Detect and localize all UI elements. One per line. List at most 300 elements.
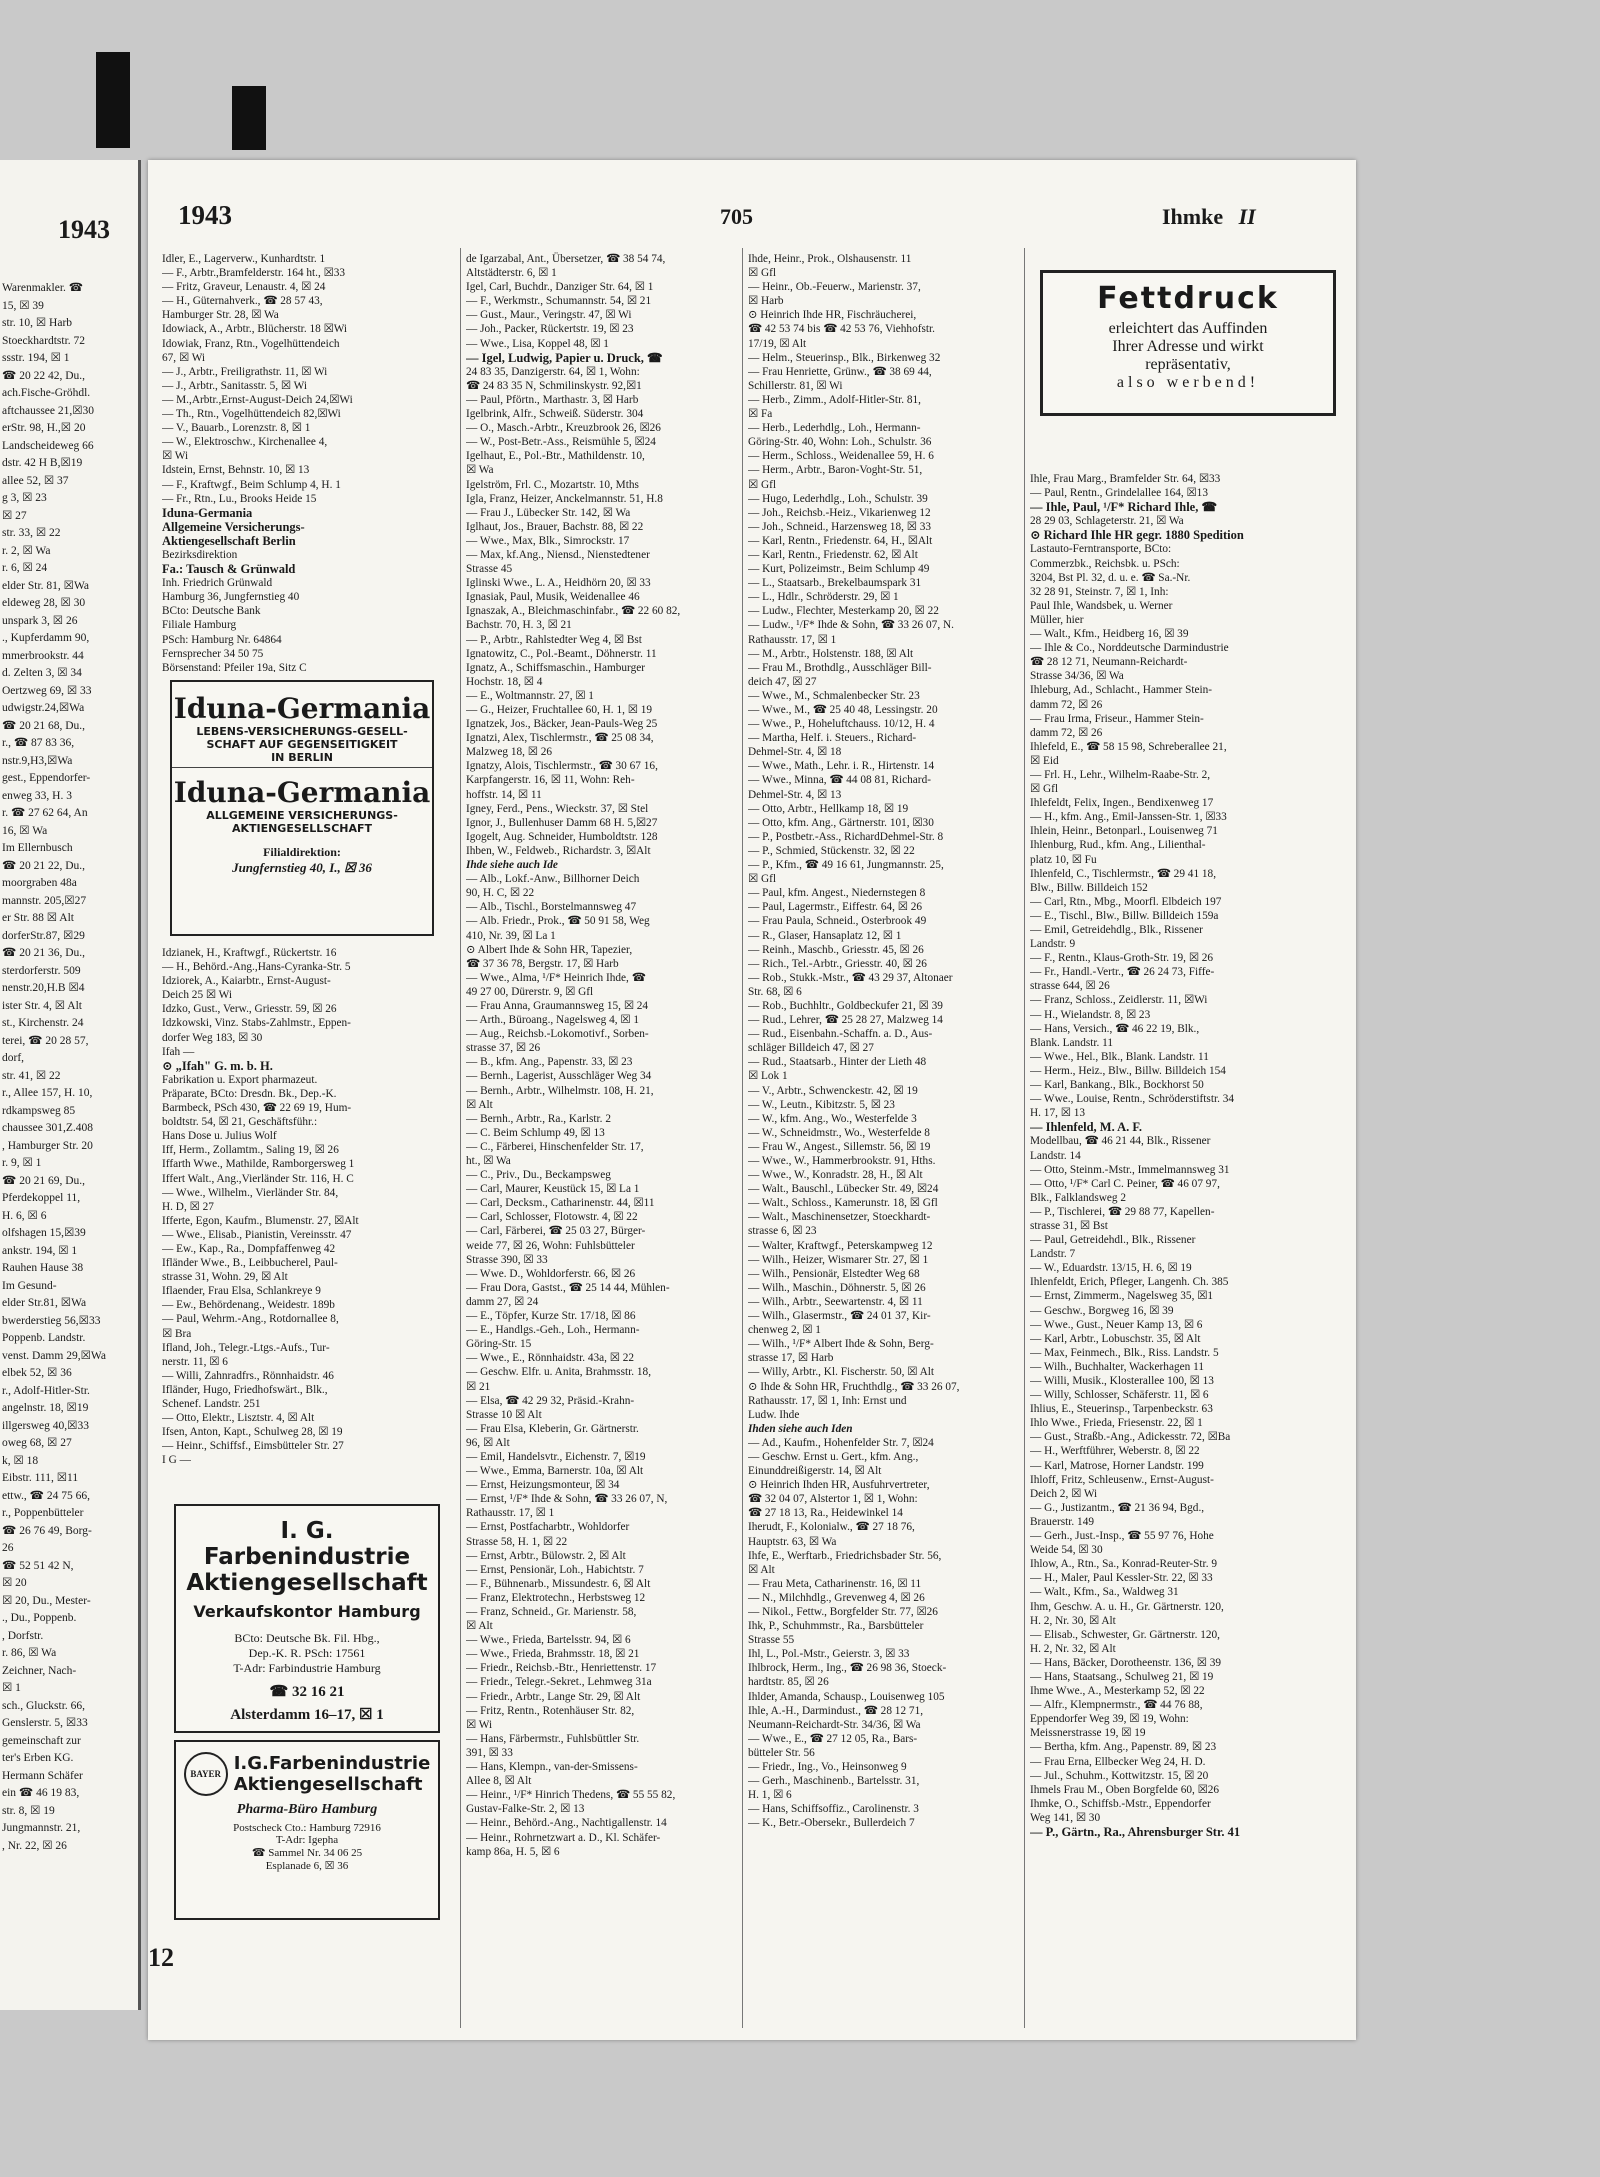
left-page-line: r. ☎ 27 62 64, An	[2, 807, 88, 819]
directory-entry: — Hans, Versich., ☎ 46 22 19, Blk.,	[1030, 1022, 1200, 1035]
page-footer-mark: 12	[148, 1943, 174, 1972]
directory-entry: ☒ Alt	[466, 1098, 493, 1111]
left-page-line: ☎ 26 76 49, Borg-	[2, 1524, 92, 1537]
directory-entry: — Frau Paula, Schneid., Osterbrook 49	[748, 915, 927, 928]
directory-entry: damm 27, ☒ 24	[466, 1295, 539, 1308]
directory-entry: — Frl. H., Lehr., Wilhelm-Raabe-Str. 2,	[1030, 768, 1211, 781]
directory-entry: ⊙ Albert Ihde & Sohn HR, Tapezier,	[466, 943, 633, 956]
left-page-line: Jungmannstr. 21,	[2, 1822, 81, 1834]
pharma-line: ☎ Sammel Nr. 34 06 25	[251, 1847, 363, 1859]
left-page-line: r. 2, ☒ Wa	[2, 544, 51, 557]
left-page-line: H. 6, ☒ 6	[2, 1209, 47, 1222]
directory-entry: Aktiengesellschaft Berlin	[162, 533, 296, 548]
directory-entry: — Wwe., Elisab., Pianistin, Vereinsstr. 47	[162, 1228, 352, 1241]
directory-entry: Ihfe, E., Werftarb., Friedrichsbader Str. 56,	[748, 1549, 942, 1562]
directory-entry: — C. Beim Schlump 49, ☒ 13	[466, 1126, 605, 1139]
directory-entry: Ihben, W., Feldweb., Richardstr. 3, ☒Alt	[466, 844, 651, 857]
directory-entry: ☒ Gfl	[748, 478, 777, 491]
left-page-line: ter's Erben KG.	[2, 1752, 74, 1764]
directory-entry: Dehmel-Str. 4, ☒ 18	[748, 746, 842, 759]
left-page-line: d. Zelten 3, ☒ 34	[2, 667, 82, 679]
directory-entry: Ihlein, Heinr., Betonparl., Louisenweg 71	[1030, 825, 1218, 838]
left-page-line: ankstr. 194, ☒ 1	[2, 1244, 78, 1257]
directory-entry: — Aug., Reichsb.-Lokomotivf., Sorben-	[466, 1028, 649, 1041]
directory-entry: — Wwe., Frieda, Bartelsstr. 94, ☒ 6	[466, 1634, 631, 1647]
directory-entry: — Fritz, Graveur, Lenaustr. 4, ☒ 24	[162, 281, 326, 294]
directory-entry: — Willi, Musik., Klosterallee 100, ☒ 13	[1030, 1375, 1214, 1387]
directory-entry: — Joh., Reichsb.-Heiz., Vikarienweg 12	[748, 506, 931, 519]
directory-entry: — Ludw., ¹/F* Ihde & Sohn, ☎ 33 26 07, N.	[748, 619, 954, 632]
left-page-line: , Nr. 22, ☒ 26	[2, 1839, 67, 1852]
directory-entry: Strasse 390, ☒ 33	[466, 1253, 548, 1266]
directory-entry: Ihm, Geschw. A. u. H., Gr. Gärtnerstr. 120,	[1030, 1600, 1224, 1613]
directory-entry: Lastauto-Ferntransporte, BCto:	[1030, 543, 1172, 556]
left-page-line: elbek 52, ☒ 36	[2, 1367, 72, 1379]
directory-entry: — Wwe., Frieda, Brahmsstr. 18, ☒ 21	[466, 1648, 640, 1661]
directory-entry: — Wwe., Max, Blk., Simrockstr. 17	[466, 534, 630, 547]
directory-entry: — Karl, Arbtr., Lobuschstr. 35, ☒ Alt	[1030, 1332, 1201, 1345]
directory-entry: — W., Post-Betr.-Ass., Reismühle 5, ☒24	[466, 436, 656, 449]
directory-entry: — Bernh., Arbtr., Ra., Karlstr. 2	[466, 1112, 611, 1125]
left-page-line: g 3, ☒ 23	[2, 492, 47, 504]
directory-entry: — Franz, Schneid., Gr. Marienstr. 58,	[466, 1606, 637, 1618]
directory-column-1-middle	[162, 946, 454, 1466]
left-page-line: ach.Fische-Gröhdl.	[2, 387, 91, 399]
directory-entry: — Heinr., Rohrnetzwart a. D., Kl. Schäfer-	[466, 1831, 661, 1844]
directory-entry: Strasse 55	[748, 1634, 795, 1647]
directory-entry: — Paul, Getreidehdl., Blk., Rissener	[1030, 1234, 1196, 1247]
directory-entry: 49 27 00, Dürerstr. 9, ☒ Gfl	[466, 985, 594, 998]
directory-entry: — Geschw., Borgweg 16, ☒ 39	[1030, 1304, 1174, 1317]
left-page-line: elder Str. 81, ☒Wa	[2, 579, 89, 592]
left-page-line: Im Ellernbusch	[2, 842, 73, 854]
directory-entry: Hauptstr. 63, ☒ Wa	[748, 1535, 837, 1548]
directory-entry: — Joh., Schneid., Harzensweg 18, ☒ 33	[748, 520, 932, 533]
directory-entry: — Gerh., Maschinenb., Bartelsstr. 31,	[748, 1775, 920, 1788]
directory-entry: 67, ☒ Wi	[162, 351, 206, 364]
directory-entry: Idzkowski, Vinz. Stabs-Zahlmstr., Eppen-	[162, 1017, 351, 1030]
directory-entry: Idowiack, A., Arbtr., Blücherstr. 18 ☒Wi	[162, 323, 348, 336]
directory-entry: — K., Betr.-Obersekr., Bullerdeich 7	[748, 1817, 915, 1830]
left-page-year: 1943	[58, 215, 110, 244]
left-page-line: Poppenb. Landstr.	[2, 1332, 86, 1344]
directory-entry: Hamburg 36, Jungfernstieg 40	[162, 591, 300, 604]
directory-entry: — Ludw., Flechter, Mesterkamp 20, ☒ 22	[748, 605, 939, 618]
left-page-line: ein ☎ 46 19 83,	[2, 1787, 80, 1799]
directory-entry: — Hans, Bäcker, Dorotheenstr. 136, ☒ 39	[1030, 1656, 1222, 1669]
directory-entry: — Hugo, Lederhdlg., Loh., Schulstr. 39	[748, 492, 928, 505]
pharma-line: T-Adr: Igepha	[275, 1834, 339, 1846]
directory-entry: Ignatz, A., Schiffsmaschin., Hamburger	[466, 661, 646, 674]
left-page-line: udwigstr.24,☒Wa	[2, 702, 85, 714]
directory-entry: Fernsprecher 34 50 75	[162, 647, 264, 660]
directory-entry: Fa.: Tausch & Grünwald	[162, 562, 296, 577]
directory-entry: ☎ 32 04 07, Alstertor 1, ☒ 1, Wohn:	[748, 1493, 918, 1506]
directory-entry: — Wwe., Minna, ☎ 44 08 81, Richard-	[748, 774, 931, 787]
directory-entry: — Walt., Kfm., Sa., Waldweg 31	[1030, 1586, 1179, 1599]
directory-entry: — Rob., Buchhltr., Goldbeckufer 21, ☒ 39	[748, 999, 943, 1012]
directory-entry: — Ew., Behördenang., Weidestr. 189b	[162, 1299, 335, 1312]
directory-entry: Malzweg 18, ☒ 26	[466, 746, 553, 759]
directory-entry: ht., ☒ Wa	[466, 1155, 511, 1167]
directory-entry: — Wwe., W., Konradstr. 28, H., ☒ Alt	[748, 1169, 923, 1182]
directory-entry: Ihmels Frau M., Oben Borgfelde 60, ☒26	[1030, 1783, 1220, 1796]
directory-entry: Ifländer, Hugo, Friedhofswärt., Blk.,	[162, 1383, 328, 1396]
directory-entry: dorfer Weg 183, ☒ 30	[162, 1031, 263, 1044]
directory-entry: — Wwe., Emma, Barnerstr. 10a, ☒ Alt	[466, 1465, 644, 1478]
directory-entry: ☒ Gfl	[748, 873, 777, 886]
directory-entry: — F., Kraftwgf., Beim Schlump 4, H. 1	[162, 478, 341, 491]
directory-entry: Iffert Walt., Ang.,Vierländer Str. 116, H. C	[162, 1172, 354, 1185]
directory-entry: — J., Arbtr., Freiligrathstr. 11, ☒ Wi	[162, 365, 328, 378]
iduna-logo-2: Iduna-Germania	[173, 776, 431, 809]
left-page-line: r., Adolf-Hitler-Str.	[2, 1384, 90, 1397]
directory-entry: Brauerstr. 149	[1030, 1515, 1095, 1528]
directory-entry: — Karl, Rentn., Friedenstr. 64, H., ☒Alt	[748, 534, 933, 547]
directory-entry: — Reinh., Maschb., Griesstr. 45, ☒ 26	[748, 943, 924, 956]
directory-entry: boldtstr. 54, ☒ 21, Geschäftsführ.:	[162, 1116, 318, 1129]
directory-entry: Landstr. 9	[1030, 938, 1076, 951]
directory-entry: — Franz, Elektrotechn., Herbstsweg 12	[466, 1591, 646, 1604]
directory-entry: — W., Leutn., Kibitzstr. 5, ☒ 23	[748, 1098, 895, 1111]
directory-entry: H. 17, ☒ 13	[1030, 1107, 1086, 1120]
pharma-line: Esplanade 6, ☒ 36	[265, 1860, 349, 1872]
left-page-line: str. 10, ☒ Harb	[2, 317, 73, 329]
directory-entry: ⊙ Heinrich Ihden HR, Ausfuhrvertreter,	[748, 1479, 930, 1492]
directory-entry: Igelhaut, E., Pol.-Btr., Mathildenstr. 10,	[466, 450, 645, 463]
farben-title: Aktiengesellschaft	[186, 1570, 428, 1596]
farben-telegram: T-Adr: Farbindustrie Hamburg	[233, 1661, 381, 1675]
directory-entry: Hamburger Str. 28, ☒ Wa	[162, 309, 279, 322]
directory-entry: — Otto, ¹/F* Carl C. Peiner, ☎ 46 07 97,	[1030, 1177, 1220, 1190]
directory-entry: — Wilh., Glasermstr., ☎ 24 01 37, Kir-	[748, 1310, 931, 1323]
directory-page	[148, 160, 1356, 2040]
directory-entry: 24 83 35, Danzigerstr. 64, ☒ 1, Wohn:	[466, 365, 640, 378]
directory-entry: — P., Schmied, Stückenstr. 32, ☒ 22	[748, 844, 915, 857]
directory-entry: Igelström, Frl. C., Mozartstr. 10, Mths	[466, 478, 639, 491]
directory-entry: Iglhaut, Jos., Brauer, Bachstr. 88, ☒ 22	[466, 520, 644, 533]
directory-entry: Allgemeine Versicherungs-	[162, 519, 305, 534]
left-page-line: enweg 33, H. 3	[2, 789, 72, 802]
ad-divider	[172, 767, 432, 768]
directory-entry: — Willi, Zahnradfrs., Rönnhaidstr. 46	[162, 1369, 334, 1382]
directory-entry: Ifferte, Egon, Kaufm., Blumenstr. 27, ☒Alt	[162, 1214, 359, 1227]
directory-entry: Blw., Billw. Billdeich 152	[1030, 881, 1148, 894]
directory-entry: Ignatzek, Jos., Bäcker, Jean-Pauls-Weg 25	[466, 718, 658, 731]
directory-entry: — Herm., Schloss., Weidenallee 59, H. 6	[748, 450, 934, 463]
directory-entry: — Carl, Rtn., Mbg., Moorfl. Elbdeich 197	[1030, 895, 1222, 908]
directory-entry: Ifland, Joh., Telegr.-Ltgs.-Aufs., Tur-	[162, 1341, 330, 1354]
left-page-line: Landscheideweg 66	[2, 439, 94, 452]
directory-entry: — Wwe., W., Hammerbrookstr. 91, Hths.	[748, 1155, 936, 1167]
left-page-line: ☒ 20	[2, 1577, 27, 1589]
directory-entry: damm 72, ☒ 26	[1030, 726, 1103, 739]
directory-entry: 96, ☒ Alt	[466, 1436, 510, 1449]
left-page-line: Im Gesund-	[2, 1279, 57, 1292]
directory-entry: — Wilh., ¹/F* Albert Ihde & Sohn, Berg-	[748, 1338, 934, 1351]
directory-entry: Iduna-Germania	[162, 505, 253, 520]
directory-entry: — C., Färberei, Hinschenfelder Str. 17,	[466, 1140, 644, 1153]
farben-title: I. G. Farbenindustrie	[203, 1518, 411, 1570]
directory-entry: strasse 31, Wohn. 29, ☒ Alt	[162, 1271, 288, 1284]
directory-entry: Rathausstr. 17, ☒ 1	[748, 633, 837, 646]
left-page-line: ., Kupferdamm 90,	[2, 632, 90, 644]
left-page-line: Warenmakler. ☎	[2, 282, 84, 294]
directory-entry: — E., Handlgs.-Geh., Loh., Hermann-	[466, 1324, 640, 1337]
directory-entry: Ihde, Heinr., Prok., Olshausenstr. 11	[748, 253, 912, 265]
directory-entry: — Paul, Wehrm.-Ang., Rotdornallee 8,	[162, 1313, 339, 1326]
ig-farben-verkaufskontor-ad	[174, 1504, 440, 1733]
directory-entry: — L., Hdlr., Schröderstr. 29, ☒ 1	[748, 591, 899, 604]
left-page-line: ☎ 20 21 22, Du.,	[2, 859, 86, 872]
directory-entry: 28 29 03, Schlageterstr. 21, ☒ Wa	[1030, 515, 1184, 528]
directory-entry: — E., Tischl., Blw., Billw. Billdeich 159a	[1030, 909, 1219, 922]
directory-entry: — Heinr., ¹/F* Hinrich Thedens, ☎ 55 55 82,	[466, 1789, 676, 1802]
directory-entry: Ihlenfeld, C., Tischlermstr., ☎ 29 41 18,	[1030, 867, 1217, 880]
directory-entry: Strasse 34/36, ☒ Wa	[1030, 670, 1124, 683]
directory-entry: ☎ 42 53 74 bis ☎ 42 53 76, Viehhofstr.	[748, 323, 935, 336]
directory-entry: — Rud., Staatsarb., Hinter der Lieth 48	[748, 1056, 927, 1069]
left-page-line: , Hamburger Str. 20	[2, 1139, 93, 1152]
directory-entry: — Alb., Tischl., Borstelmannsweg 47	[466, 901, 637, 914]
directory-entry: — W., kfm. Ang., Wo., Westerfelde 3	[748, 1112, 917, 1125]
directory-entry: Ifländer Wwe., B., Leibbucherel, Paul-	[162, 1257, 338, 1270]
directory-entry: Hochstr. 18, ☒ 4	[466, 675, 543, 688]
column-rule	[742, 248, 743, 2028]
ig-farben-pharma-ad	[174, 1740, 440, 1920]
directory-entry: hoffstr. 14, ☒ 11	[466, 788, 542, 801]
directory-entry: — Hans, Färbermstr., Fuhlsbüttler Str.	[466, 1732, 640, 1745]
directory-entry: Strasse 45	[466, 563, 513, 576]
left-page-line: r. 9, ☒ 1	[2, 1157, 42, 1169]
directory-entry: Ihlenfeldt, Erich, Pfleger, Langenh. Ch. 385	[1030, 1276, 1229, 1289]
directory-entry: — Otto, Steinm.-Mstr., Immelmannsweg 31	[1030, 1163, 1230, 1176]
left-page-line: mannstr. 205,☒27	[2, 894, 87, 907]
left-page-line: sch., Gluckstr. 66,	[2, 1699, 86, 1712]
directory-entry: Inh. Friedrich Grünwald	[162, 577, 273, 590]
fettdruck-line: also werbend!	[1116, 374, 1260, 391]
left-page-line: , Dorfstr.	[2, 1629, 44, 1642]
directory-entry: — F., Arbtr.,Bramfelderstr. 164 ht., ☒33	[162, 267, 346, 280]
directory-entry: Igogelt, Aug. Schneider, Humboldtstr. 128	[466, 830, 658, 843]
directory-entry: — Otto, kfm. Ang., Gärtnerstr. 101, ☒30	[748, 816, 934, 829]
iduna-line: AKTIENGESELLSCHAFT	[231, 822, 373, 835]
directory-entry: — Wwe., Math., Lehr. i. R., Hirtenstr. 14	[748, 760, 935, 773]
iduna-line: SCHAFT AUF GEGENSEITIGKEIT	[206, 738, 398, 751]
directory-entry: Bachstr. 70, H. 3, ☒ 21	[466, 619, 572, 632]
column-rule	[460, 248, 461, 2028]
left-page-line: Pferdekoppel 11,	[2, 1192, 81, 1204]
column-rule	[1024, 248, 1025, 2028]
bayer-cross-logo: BAYER	[184, 1752, 228, 1796]
directory-entry: — Karl, Matrose, Horner Landstr. 199	[1030, 1459, 1204, 1472]
farben-subtitle: Verkaufskontor Hamburg	[193, 1602, 421, 1621]
directory-entry: ☒ Wi	[162, 450, 189, 463]
directory-entry: platz 10, ☒ Fu	[1030, 853, 1097, 866]
left-page-line: 26	[2, 1542, 14, 1554]
left-page-line: angelnstr. 18, ☒19	[2, 1402, 89, 1414]
directory-entry: Idziorek, A., Kaiarbtr., Ernst-August-	[162, 975, 331, 988]
left-page-line: ☎ 52 51 42 N,	[2, 1559, 74, 1572]
directory-entry: Ignaszak, A., Bleichmaschinfabr., ☎ 22 60 82,	[466, 605, 681, 618]
directory-entry: ☎ 24 83 35 N, Schmilinskystr. 92,☒1	[466, 379, 642, 392]
directory-entry: Ihle, Frau Marg., Bramfelder Str. 64, ☒33	[1030, 473, 1221, 485]
directory-entry: — Alb., Lokf.-Anw., Billhorner Deich	[466, 873, 640, 886]
directory-entry: — C., Priv., Du., Beckampsweg	[466, 1169, 611, 1182]
directory-entry: ☎ 27 18 13, Ra., Heidewinkel 14	[748, 1507, 903, 1520]
left-page-line: erStr. 98, H.,☒ 20	[2, 422, 86, 434]
directory-entry: — Frau W., Angest., Sillemstr. 56, ☒ 19	[748, 1140, 931, 1153]
directory-entry: — H., Maler, Paul Kessler-Str. 22, ☒ 33	[1030, 1572, 1213, 1585]
left-page-line: gemeinschaft zur	[2, 1734, 81, 1747]
fettdruck-ad	[1040, 270, 1336, 416]
left-page-line: ister Str. 4, ☒ Alt	[2, 999, 82, 1012]
directory-entry: — P., Arbtr., Rahlstedter Weg 4, ☒ Bst	[466, 633, 642, 646]
left-page-line: elder Str.81, ☒Wa	[2, 1297, 87, 1309]
directory-entry: Deich 25 ☒ Wi	[162, 989, 233, 1002]
directory-entry: — Karl, Rentn., Friedenstr. 62, ☒ Alt	[748, 548, 918, 561]
left-page-line: oweg 68, ☒ 27	[2, 1437, 72, 1449]
directory-entry: Barmbeck, PSch 430, ☎ 22 69 19, Hum-	[162, 1102, 352, 1115]
iduna-line: IN BERLIN	[271, 751, 333, 764]
directory-entry: Einunddreißigerstr. 14, ☒ Alt	[748, 1465, 882, 1478]
directory-entry: — Wilh., Heizer, Wismarer Str. 27, ☒ 1	[748, 1253, 929, 1266]
directory-entry: — Fritz, Rentn., Rotenhäuser Str. 82,	[466, 1704, 635, 1717]
running-title-name: Ihmke	[1162, 204, 1224, 229]
directory-column-1-top	[162, 252, 454, 672]
directory-entry: Blank. Landstr. 11	[1030, 1036, 1114, 1049]
directory-entry: — Heinr., Ob.-Feuerw., Marienstr. 37,	[748, 281, 921, 294]
left-page-line: unspark 3, ☒ 26	[2, 614, 78, 627]
directory-entry: — Ihle, Paul, ¹/F* Richard Ihle, ☎	[1030, 500, 1218, 515]
directory-entry: — R., Glaser, Hansaplatz 12, ☒ 1	[748, 929, 902, 942]
directory-entry: ☒ Wi	[466, 1718, 493, 1731]
directory-entry: — Alb. Friedr., Prok., ☎ 50 91 58, Weg	[466, 915, 650, 928]
directory-column-4	[1030, 472, 1330, 2022]
directory-entry: — Wwe., E., Rönnhaidstr. 43a, ☒ 22	[466, 1352, 635, 1365]
directory-entry: — Friedr., Telegr.-Sekret., Lehmweg 31a	[466, 1676, 652, 1689]
directory-entry: — Fr., Rtn., Lu., Brooks Heide 15	[162, 492, 317, 505]
directory-entry: — Franz, Schloss., Zeidlerstr. 11, ☒Wi	[1030, 994, 1208, 1007]
directory-entry: Iffarth Wwe., Mathilde, Ramborgersweg 1	[162, 1158, 355, 1171]
directory-entry: strasse 644, ☒ 26	[1030, 980, 1110, 993]
directory-entry: Börsenstand: Pfeiler 19a, Sitz C	[162, 661, 307, 672]
directory-entry: Ihlenburg, Rud., kfm. Ang., Lilienthal-	[1030, 839, 1206, 852]
left-page-fragment	[0, 160, 141, 2010]
left-page-line: ☒ 20, Du., Mester-	[2, 1594, 91, 1607]
left-page-line: ☎ 20 21 68, Du.,	[2, 719, 86, 732]
directory-entry: Ihlder, Amanda, Schausp., Louisenweg 105	[748, 1690, 945, 1703]
directory-entry: — Wwe., M., Schmalenbecker Str. 23	[748, 689, 920, 702]
left-page-line: r. 86, ☒ Wa	[2, 1647, 57, 1659]
directory-entry: Schillerstr. 81, ☒ Wi	[748, 379, 843, 392]
directory-entry: — Ihle & Co., Norddeutsche Darmindustrie	[1030, 642, 1229, 655]
directory-entry: — Wwe., Hel., Blk., Blank. Landstr. 11	[1030, 1050, 1209, 1063]
directory-entry: — Frau Erna, Ellbecker Weg 24, H. D.	[1030, 1755, 1206, 1768]
directory-entry: — Wwe., Gust., Neuer Kamp 13, ☒ 6	[1030, 1318, 1203, 1331]
directory-entry: — Th., Rtn., Vogelhüttendeich 82,☒Wi	[162, 408, 341, 421]
directory-entry: — Nikol., Fettw., Borgfelder Str. 77, ☒26	[748, 1606, 938, 1618]
iduna-line: Filialdirektion:	[263, 845, 341, 859]
left-page-line: k, ☒ 18	[2, 1454, 39, 1467]
left-page-line: ☒ 1	[2, 1682, 21, 1694]
directory-entry: — F., Rentn., Klaus-Groth-Str. 19, ☒ 26	[1030, 952, 1214, 965]
directory-entry: — Friedr., Ing., Vo., Heinsonweg 9	[748, 1761, 907, 1774]
directory-entry: — Bernh., Arbtr., Wilhelmstr. 108, H. 21,	[466, 1084, 654, 1097]
left-page-line: Oertzweg 69, ☒ 33	[2, 684, 92, 697]
directory-entry: Bezirksdirektion	[162, 548, 238, 561]
directory-entry: Ludw. Ihde	[748, 1408, 800, 1421]
iduna-germania-ad	[170, 680, 434, 936]
directory-entry: Deich 2, ☒ Wi	[1030, 1487, 1098, 1500]
directory-entry: strasse 31, ☒ Bst	[1030, 1219, 1108, 1232]
directory-entry: Iff, Herm., Zollamtm., Saling 19, ☒ 26	[162, 1144, 339, 1157]
directory-entry: — Ernst, Zimmerm., Nagelsweg 35, ☒1	[1030, 1290, 1214, 1303]
directory-entry: weide 77, ☒ 26, Wohn: Fuhlsbütteler	[466, 1239, 635, 1252]
directory-entry: Idzianek, H., Kraftwgf., Rückertstr. 16	[162, 947, 337, 959]
directory-entry: chenweg 2, ☒ 1	[748, 1324, 821, 1337]
directory-entry: — Igel, Ludwig, Papier u. Druck, ☎	[466, 350, 663, 365]
directory-entry: H. D, ☒ 27	[162, 1200, 214, 1213]
directory-entry: — Rob., Stukk.-Mstr., ☎ 43 29 37, Altonaer	[748, 971, 953, 984]
directory-entry: — Elsa, ☎ 42 29 32, Präsid.-Krahn-	[466, 1394, 635, 1407]
directory-entry: Karpfangerstr. 16, ☒ 11, Wohn: Reh-	[466, 774, 635, 787]
directory-entry: strasse 6, ☒ 23	[748, 1225, 817, 1238]
page-number: 705	[720, 204, 753, 229]
directory-entry: — Bertha, kfm. Ang., Papenstr. 89, ☒ 23	[1030, 1741, 1217, 1754]
directory-entry: Fabrikation u. Export pharmazeut.	[162, 1073, 318, 1086]
directory-entry: — G., Justizantm., ☎ 21 36 94, Bgd.,	[1030, 1501, 1205, 1514]
directory-entry: Meissnerstrasse 19, ☒ 19	[1030, 1727, 1146, 1740]
directory-entry: Filiale Hamburg	[162, 619, 237, 632]
directory-entry: Ihlefeldt, Felix, Ingen., Bendixenweg 17	[1030, 797, 1214, 810]
directory-entry: Idler, E., Lagerverw., Kunhardtstr. 1	[162, 253, 326, 265]
left-page-line: str. 8, ☒ 19	[2, 1804, 55, 1817]
left-page-line: str. 41, ☒ 22	[2, 1069, 61, 1082]
directory-entry: — P., Kfm., ☎ 49 16 61, Jungmannstr. 25,	[748, 859, 944, 872]
directory-entry: — Walter, Kraftwgf., Peterskampweg 12	[748, 1239, 933, 1252]
directory-entry: — P., Tischlerei, ☎ 29 88 77, Kapellen-	[1030, 1205, 1215, 1218]
pharma-title: I.G.Farbenindustrie	[233, 1753, 431, 1774]
directory-entry: — V., Arbtr., Schwenckestr. 42, ☒ 19	[748, 1084, 918, 1097]
directory-entry: ☒ 21	[466, 1380, 491, 1393]
directory-entry: — Ernst, Arbtr., Bülowstr. 2, ☒ Alt	[466, 1549, 626, 1562]
directory-entry: — Rich., Tel.-Arbtr., Griesstr. 40, ☒ 26	[748, 957, 927, 970]
directory-entry: Strasse 58, H. 1, ☒ 22	[466, 1535, 568, 1548]
fettdruck-line: erleichtert das Auffinden	[1108, 320, 1268, 337]
directory-entry: — H., Güternahverk., ☎ 28 57 43,	[162, 295, 323, 308]
left-page-line: st., Kirchenstr. 24	[2, 1017, 84, 1029]
iduna-logo-1: Iduna-Germania	[173, 692, 431, 725]
directory-entry: — Walt., Kfm., Heidberg 16, ☒ 39	[1030, 628, 1189, 641]
directory-entry: — Joh., Packer, Rückertstr. 19, ☒ 23	[466, 323, 634, 336]
directory-entry: — Ernst, ¹/F* Ihde & Sohn, ☎ 33 26 07, N,	[466, 1493, 668, 1506]
directory-entry: I G —	[162, 1454, 191, 1466]
left-page-line: moorgraben 48a	[2, 877, 77, 889]
left-page-line: nenstr.20,H.B ☒4	[2, 982, 85, 994]
directory-entry: Rathausstr. 17, ☒ 1, Inh: Ernst und	[748, 1394, 907, 1407]
directory-entry: Iglinski Wwe., L. A., Heidhörn 20, ☒ 33	[466, 577, 651, 590]
directory-entry: — H., kfm. Ang., Emil-Janssen-Str. 1, ☒33	[1030, 811, 1227, 824]
directory-entry: — Otto, Elektr., Lisztstr. 4, ☒ Alt	[162, 1412, 315, 1425]
directory-entry: — Rud., Lehrer, ☎ 25 28 27, Malzweg 14	[748, 1014, 943, 1027]
directory-entry: — J., Arbtr., Sanitasstr. 5, ☒ Wi	[162, 379, 308, 392]
directory-entry: — Kurt, Polizeimstr., Beim Schlump 49	[748, 563, 930, 576]
left-page-line: dorf,	[2, 1052, 25, 1064]
directory-entry: Iflaender, Frau Elsa, Schlankreye 9	[162, 1285, 321, 1298]
running-title	[1162, 204, 1256, 230]
directory-entry: — Ad., Kaufm., Hohenfelder Str. 7, ☒24	[748, 1436, 934, 1449]
